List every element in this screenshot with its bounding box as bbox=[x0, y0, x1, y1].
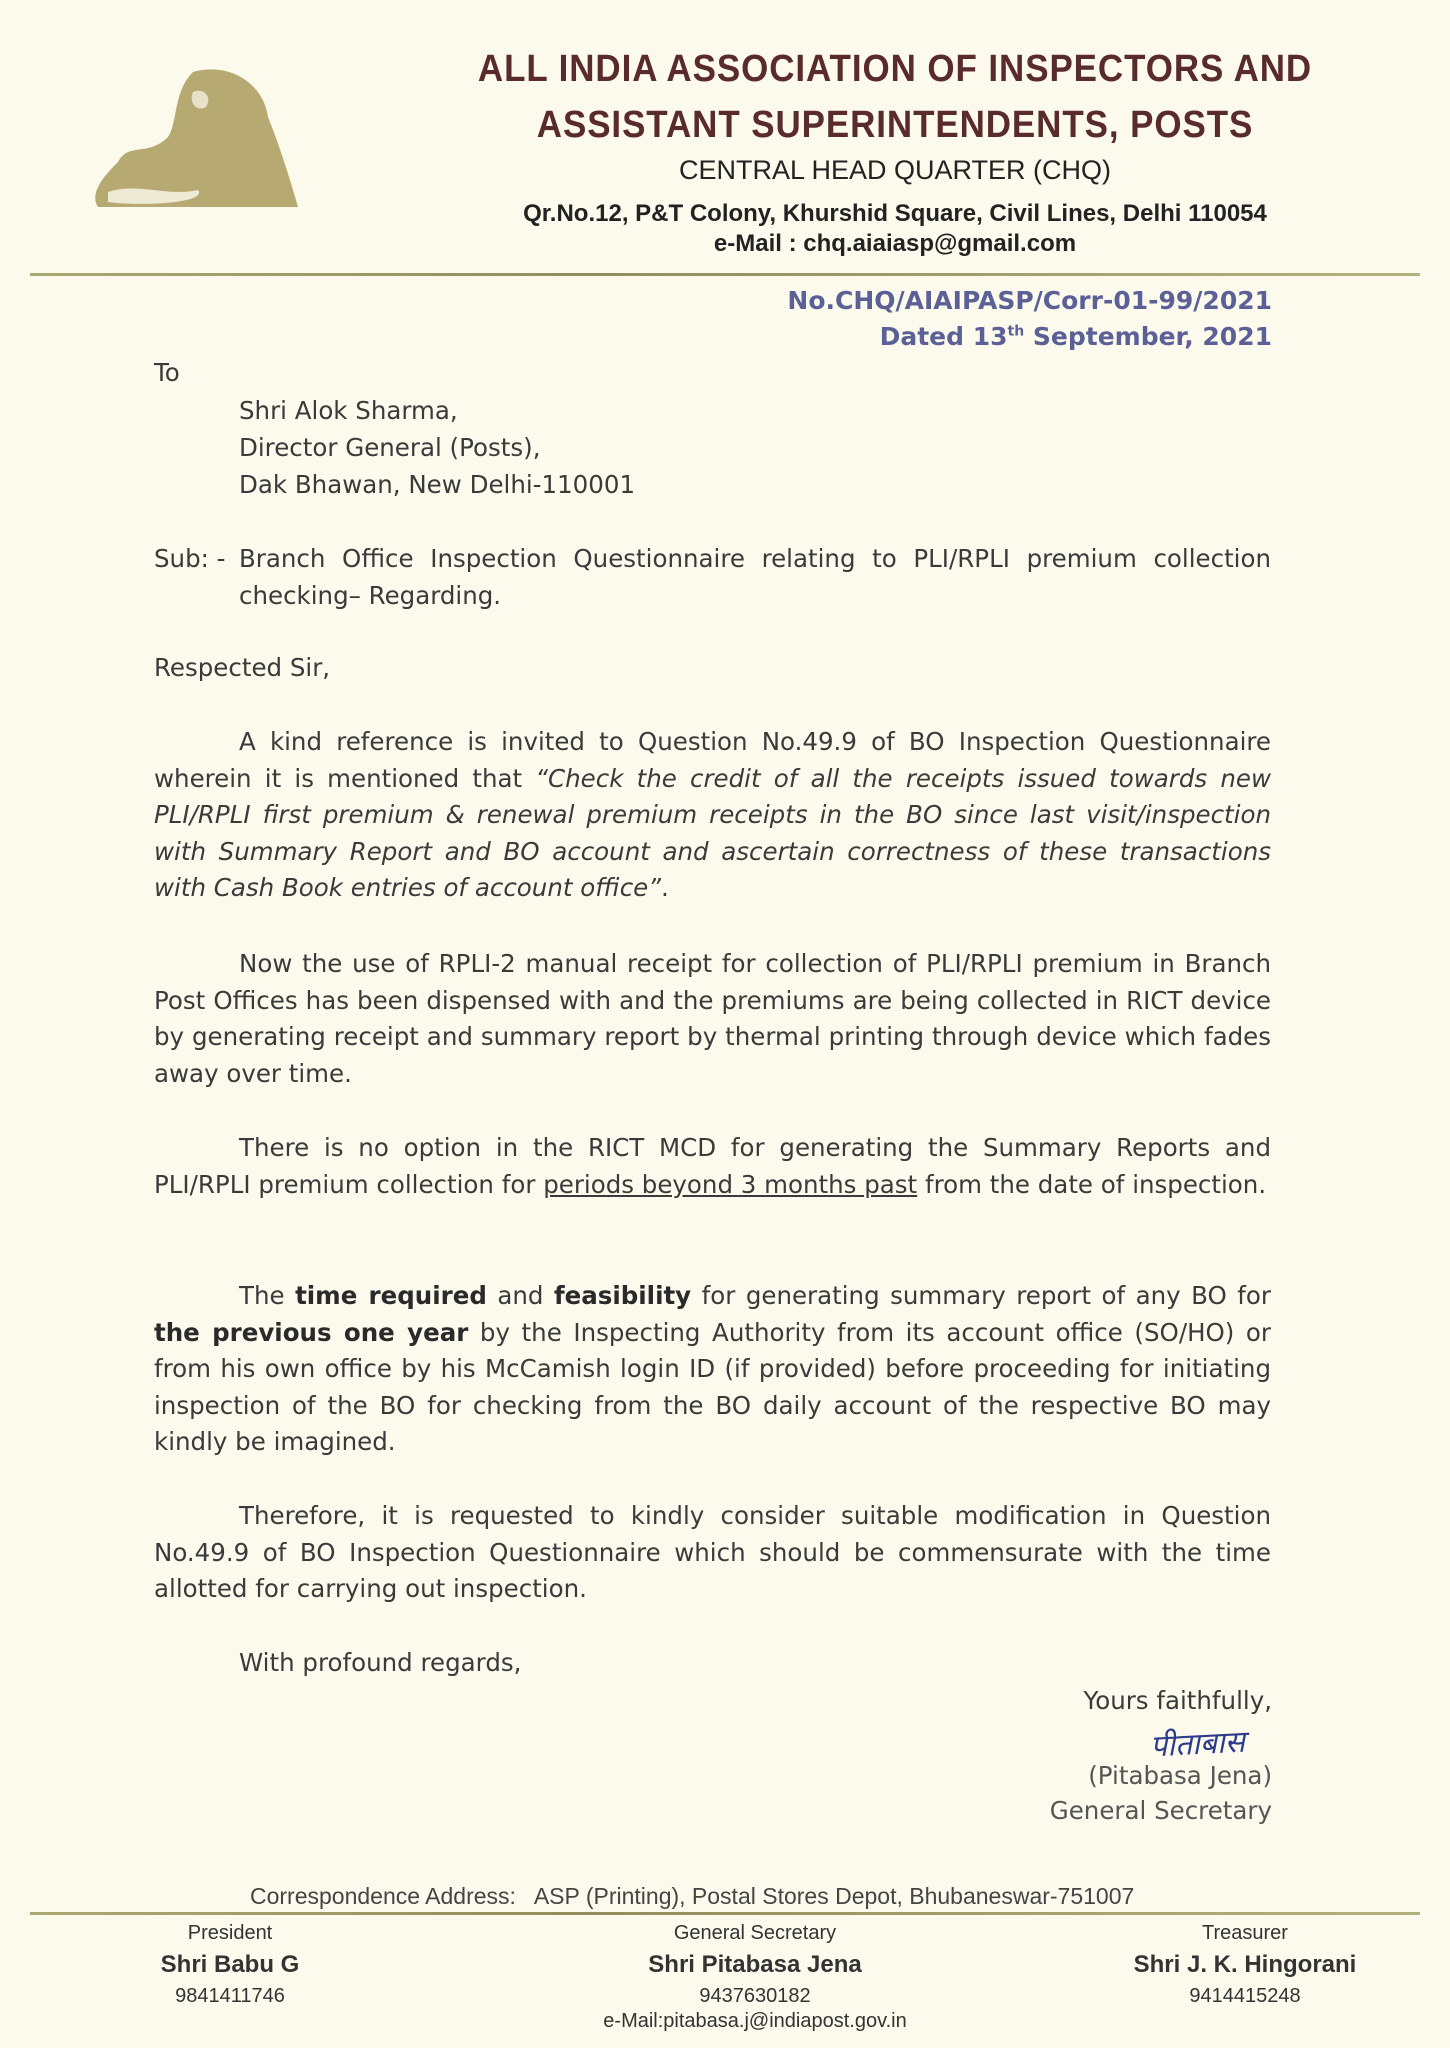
officer-name: Shri Pitabasa Jena bbox=[648, 1951, 862, 1978]
p3-text: There is no option in the RICT MCD for generating the Summary Reports and PLI/RPLI premium collection for bbox=[154, 1133, 1271, 1199]
association-logo bbox=[88, 62, 320, 212]
officer-name: Shri Babu G bbox=[160, 1951, 300, 1978]
date-suffix: September, 2021 bbox=[1024, 322, 1272, 351]
org-title-line1: ALL INDIA ASSOCIATION OF INSPECTORS AND bbox=[477, 48, 1313, 90]
p4-text: for generating summary report of any BO for bbox=[691, 1281, 1271, 1310]
p3-underlined: periods beyond 3 months past bbox=[543, 1169, 918, 1199]
reference-date bbox=[880, 322, 1272, 351]
subject bbox=[154, 541, 1271, 614]
p4-bold: feasibility bbox=[553, 1281, 692, 1310]
closing: With profound regards, bbox=[239, 1648, 522, 1677]
officer-phone: 9437630182 bbox=[699, 1985, 811, 2007]
p3-text-end: from the date of inspection. bbox=[917, 1169, 1267, 1199]
correspondence-address: Correspondence Address: ASP (Printing), Postal Stores Depot, Bhubaneswar-751007 bbox=[250, 1883, 1135, 1909]
handwritten-signature: पीताबास bbox=[1149, 1724, 1246, 1765]
p4-text: by the Inspecting Authority from its account office (SO/HO) or from his own office by his McCamish login ID (if provided) before proceeding for initiating inspection of the BO for checking from the BO daily account of the respective BO may kindly be imagined. bbox=[154, 1317, 1271, 1457]
salutation: Respected Sir, bbox=[154, 653, 331, 682]
subject-label: Sub: - bbox=[154, 544, 226, 573]
signatory-name: (Pitabasa Jena) bbox=[1088, 1761, 1272, 1790]
p4-text: The bbox=[239, 1281, 296, 1310]
paragraph-3 bbox=[154, 1130, 1271, 1203]
reference-number: No.CHQ/AIAIPASP/Corr-01-99/2021 bbox=[787, 286, 1272, 315]
date-prefix: Dated 13 bbox=[879, 322, 1008, 351]
org-address: Qr.No.12, P&T Colony, Khurshid Square, Civil Lines, Delhi 110054 bbox=[523, 200, 1267, 227]
p1-end: . bbox=[660, 873, 669, 903]
p4-bold: the previous one year bbox=[154, 1317, 469, 1347]
to-label: To bbox=[154, 358, 180, 387]
footer-divider bbox=[30, 1912, 1420, 1915]
date-sup: th bbox=[1007, 323, 1025, 340]
officer-role: President bbox=[187, 1922, 273, 1944]
officer-phone: 9841411746 bbox=[175, 1985, 285, 2007]
p1-text: A kind reference is invited to Question No.49.9 of BO Inspection Questionnaire wherein it is mentioned that bbox=[154, 727, 1271, 793]
paragraph-1 bbox=[154, 724, 1271, 907]
org-title-line2: ASSISTANT SUPERINTENDENTS, POSTS bbox=[536, 104, 1254, 146]
paragraph-2: Now the use of RPLI-2 manual receipt for collection of PLI/RPLI premium in Branch Post Offices has been dispensed with and the premiums are being collected in RICT device by generating receipt and summary report by thermal printing through device which fades away over time. bbox=[154, 949, 1271, 1088]
officer-role: General Secretary bbox=[673, 1922, 837, 1944]
p4-text: and bbox=[486, 1281, 554, 1310]
p1-quote: “Check the credit of all the receipts issued towards new PLI/RPLI first premium & renewal premium receipts in the BO since last visit/inspection with Summary Report and BO account and ascertain correctness of these transactions with Cash Book entries of account office” bbox=[154, 763, 1271, 903]
org-subtitle: CENTRAL HEAD QUARTER (CHQ) bbox=[678, 155, 1112, 185]
officer-role: Treasurer bbox=[1202, 1922, 1288, 1944]
org-email: e-Mail : chq.aiaiasp@gmail.com bbox=[713, 230, 1077, 257]
officer-general-secretary bbox=[555, 1922, 955, 2033]
paragraph-5: Therefore, it is requested to kindly consider suitable modification in Question No.49.9 of BO Inspection Questionnaire which should be commensurate with the time allotted for carrying out inspection. bbox=[154, 1501, 1271, 1604]
officer-president bbox=[30, 1922, 430, 2008]
officer-treasurer bbox=[1045, 1922, 1445, 2008]
subject-text: Branch Office Inspection Questionnaire relating to PLI/RPLI premium collection checking– Regarding. bbox=[239, 544, 1271, 610]
recipient-line: Director General (Posts), bbox=[239, 433, 541, 462]
officer-email: e-Mail:pitabasa.j@indiapost.gov.in bbox=[603, 2010, 907, 2032]
recipient-line: Shri Alok Sharma, bbox=[239, 396, 458, 425]
officer-phone: 9414415248 bbox=[1189, 1985, 1301, 2007]
officer-name: Shri J. K. Hingorani bbox=[1133, 1951, 1357, 1978]
recipient-line: Dak Bhawan, New Delhi-110001 bbox=[239, 470, 636, 499]
p4-bold: time required bbox=[295, 1281, 487, 1310]
paragraph-4 bbox=[154, 1278, 1271, 1461]
valediction: Yours faithfully, bbox=[1083, 1686, 1272, 1715]
header-divider bbox=[30, 273, 1420, 276]
signatory-designation: General Secretary bbox=[1049, 1796, 1272, 1825]
